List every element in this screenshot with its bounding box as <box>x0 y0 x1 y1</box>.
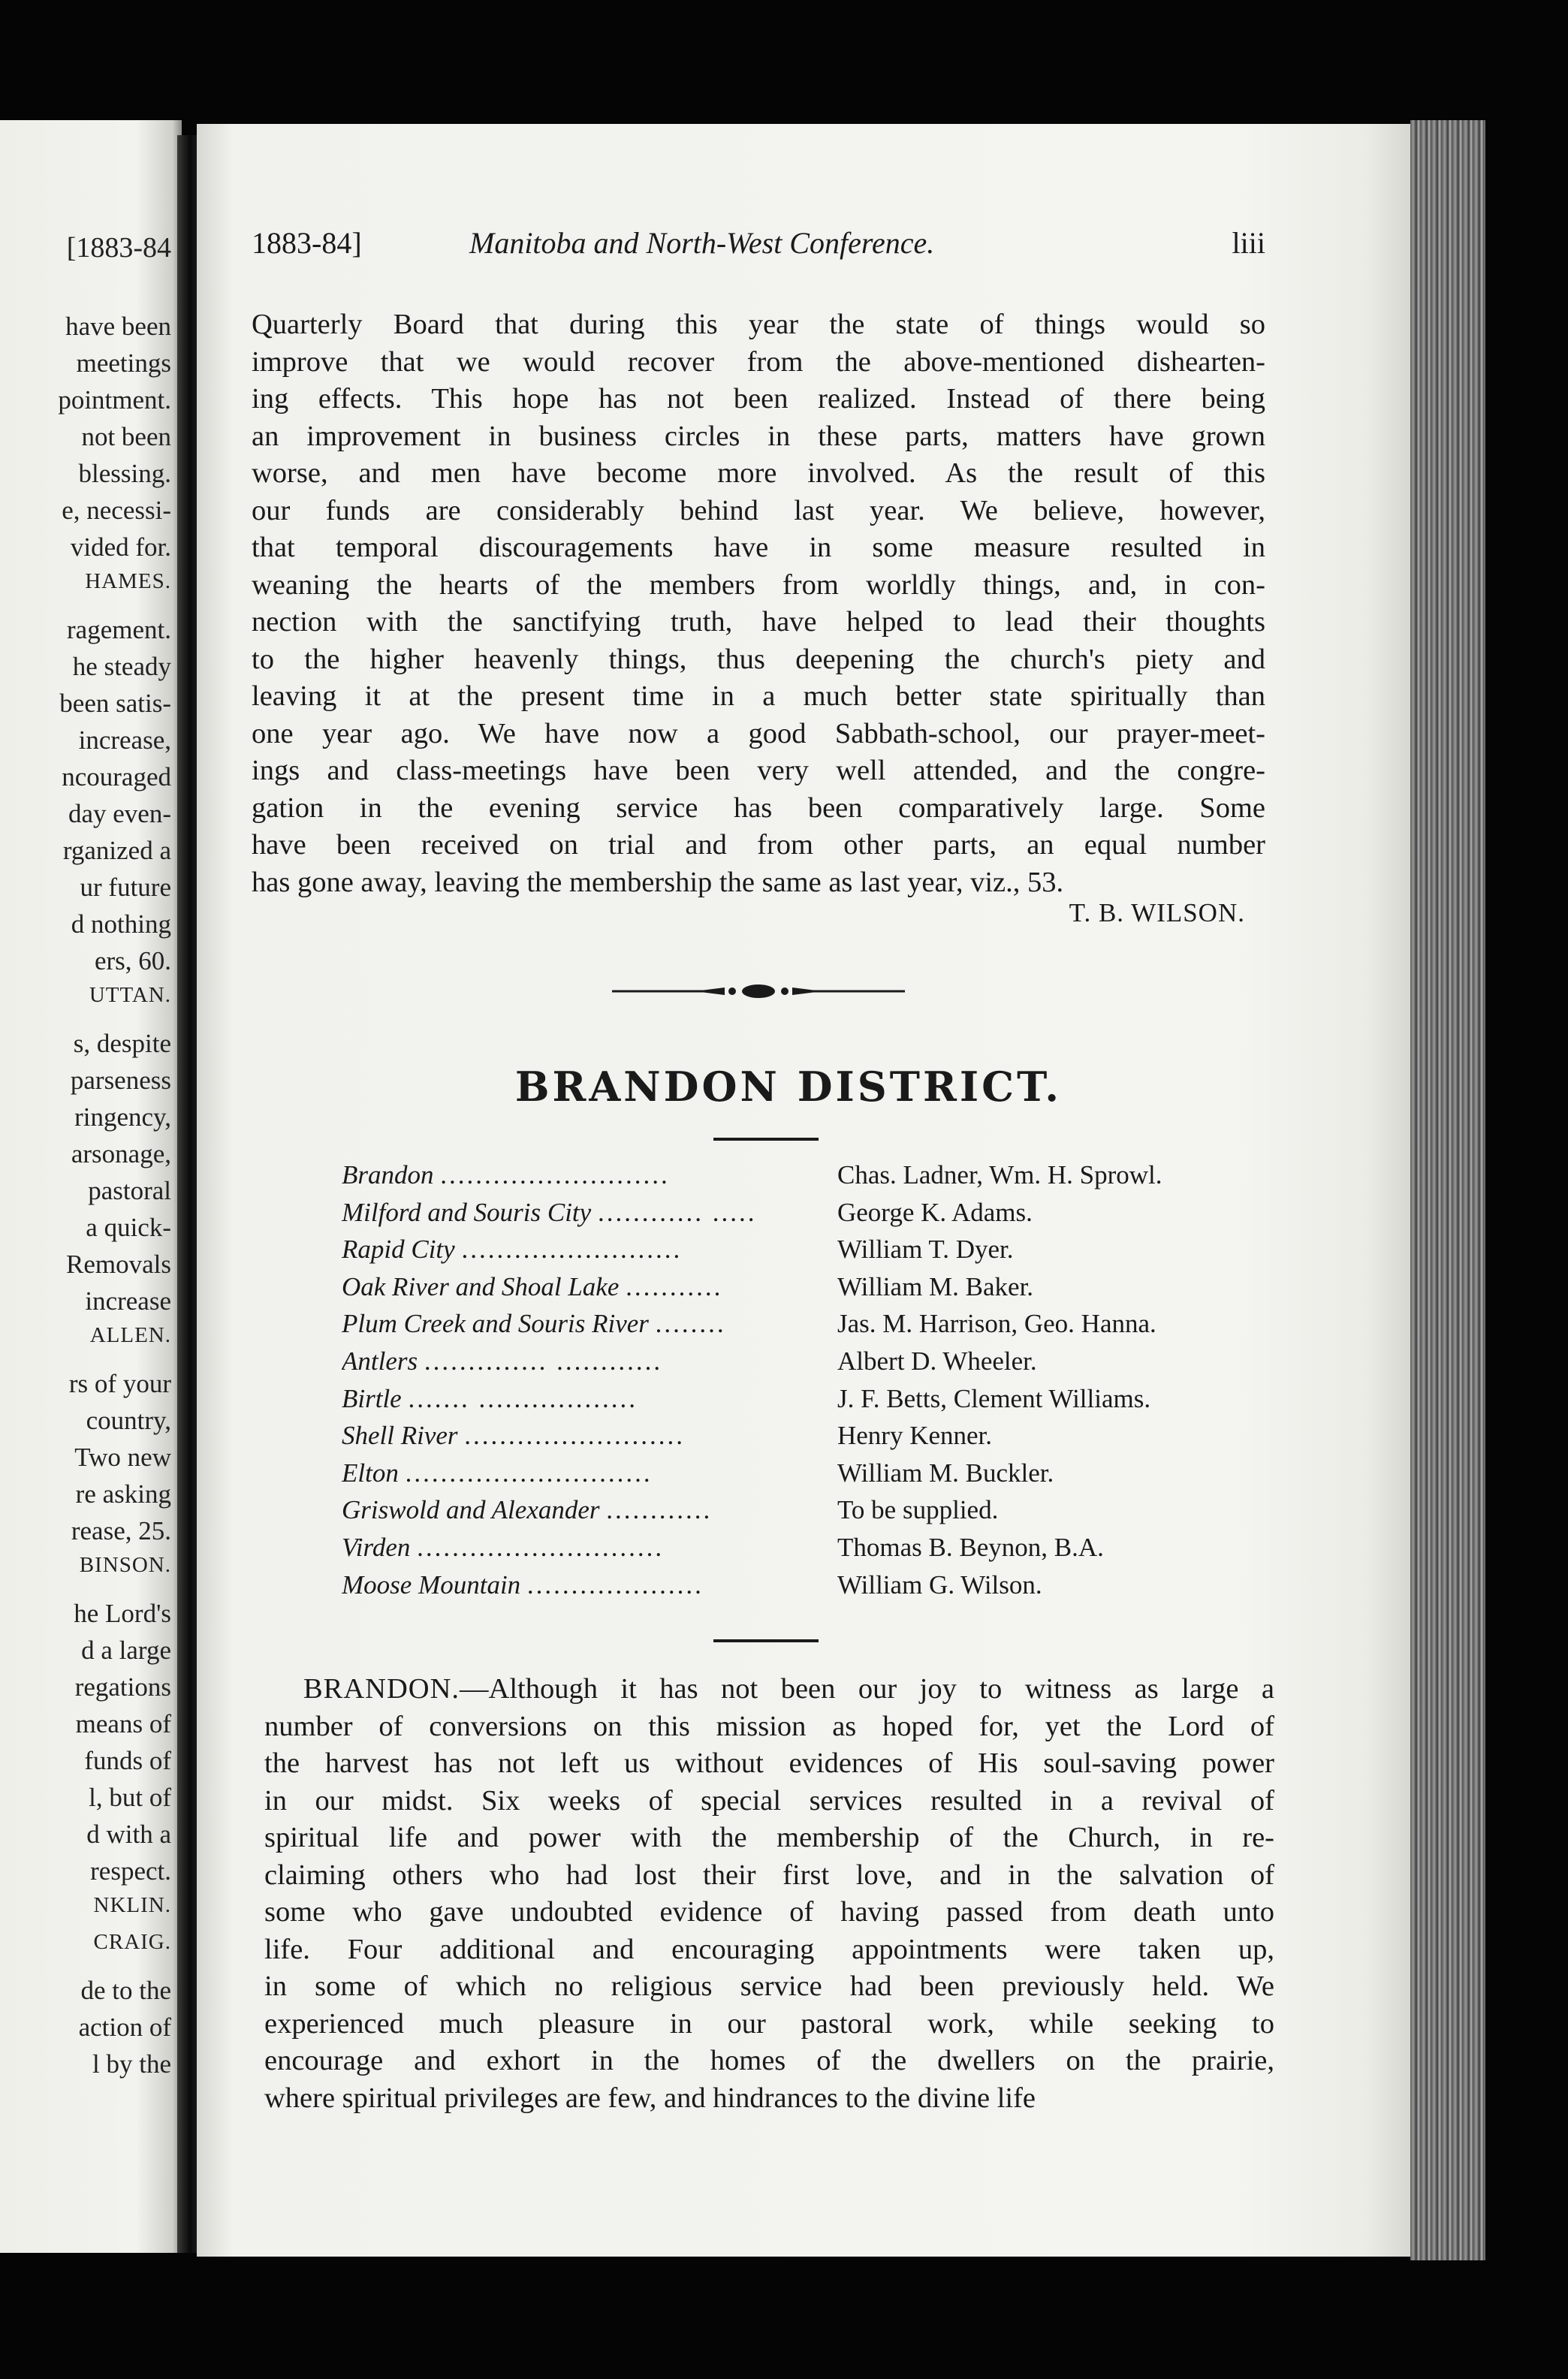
left-page-line: rease, 25. <box>71 1516 171 1545</box>
left-page-line: arsonage, <box>71 1139 171 1168</box>
station-name: Griswold and Alexander <box>342 1495 600 1525</box>
leader-dots: .................... <box>526 1569 704 1600</box>
station-pastor: William M. Baker. <box>837 1271 1034 1301</box>
text-line: in some of which no religious service had been previously held. We <box>264 1970 1274 2002</box>
list-rule <box>713 1639 819 1642</box>
left-page-line: action of <box>78 2013 171 2042</box>
left-page-line: Removals <box>66 1250 171 1279</box>
leader-dots: ............................ <box>417 1532 665 1562</box>
text-line: leaving it at the present time in a much better state spiritually than <box>252 680 1265 712</box>
station-row <box>342 1309 1310 1346</box>
left-page-line: d nothing <box>71 909 171 939</box>
leader-dots: ............ <box>606 1495 713 1525</box>
station-name: Antlers <box>342 1346 418 1376</box>
text-line: one year ago. We have now a good Sabbath-school, our prayer-meet- <box>252 717 1265 749</box>
station-row <box>342 1198 1310 1235</box>
left-page-line: l, but of <box>89 1783 171 1812</box>
text-line: our funds are considerably behind last year. We believe, however, <box>252 494 1265 526</box>
left-page-line: de to the <box>80 1976 171 2005</box>
text-line: experienced much pleasure in our pastoral work, while seeking to <box>264 2007 1274 2040</box>
running-header <box>252 225 1265 270</box>
report-paragraph-2 <box>264 1671 1274 2117</box>
text-line: life. Four additional and encouraging appointments were taken up, <box>264 1933 1274 1965</box>
station-row <box>342 1272 1310 1310</box>
left-page-line: means of <box>75 1709 171 1738</box>
left-page-signature: HAMES. <box>85 569 171 593</box>
leader-dots: ....... .................. <box>408 1383 638 1413</box>
leader-dots: ......................... <box>464 1421 686 1451</box>
text-line: that temporal discouragements have in some measure resulted in <box>252 532 1265 563</box>
leader-dots: ............ ..... <box>597 1197 757 1227</box>
text-line: Quarterly Board that during this year the state of things would so <box>252 309 1265 340</box>
station-name: Shell River <box>342 1421 458 1451</box>
left-page-signature: BINSON. <box>79 1553 171 1577</box>
left-page-line: funds of <box>84 1746 171 1775</box>
left-page-line: ers, 60. <box>94 946 171 975</box>
station-pastor: William M. Buckler. <box>837 1458 1054 1488</box>
left-page-header: [1883-84 <box>66 232 171 264</box>
leader-dots: ......................... <box>461 1235 683 1265</box>
station-name: Milford and Souris City <box>342 1197 592 1227</box>
station-row <box>342 1495 1310 1533</box>
text-line: weaning the hearts of the members from worldly things, and, in con- <box>252 568 1265 601</box>
station-pastor: Jas. M. Harrison, Geo. Hanna. <box>837 1309 1156 1339</box>
page-edges <box>1410 120 1485 2260</box>
left-page-line: parseness <box>70 1066 171 1095</box>
station-row <box>342 1570 1310 1608</box>
text-line: ing effects. This hope has not been realized. Instead of there being <box>252 383 1265 415</box>
leader-dots: ............................ <box>405 1458 653 1488</box>
left-page-line: ncouraged <box>62 762 171 791</box>
station-pastor: Thomas B. Beynon, B.A. <box>837 1532 1104 1562</box>
text-line: encourage and exhort in the homes of the dwellers on the prairie, <box>264 2045 1274 2076</box>
station-pastor: Henry Kenner. <box>837 1421 993 1451</box>
text-line: have been received on trial and from other parts, an equal number <box>252 829 1265 861</box>
left-page-signature: UTTAN. <box>89 983 171 1007</box>
left-page-line: been satis- <box>59 689 171 718</box>
left-page-line: pastoral <box>88 1176 171 1205</box>
station-pastor: To be supplied. <box>837 1495 999 1525</box>
left-page-line: increase, <box>78 725 171 755</box>
text-line <box>264 1671 1274 1708</box>
section-ornament <box>612 976 905 1006</box>
text-line: an improvement in business circles in these parts, matters have grown <box>252 420 1265 452</box>
text-line: in our midst. Six weeks of special services resulted in a revival of <box>264 1784 1274 1817</box>
leader-dots: ........ <box>655 1309 726 1339</box>
station-name: Plum Creek and Souris River <box>342 1309 649 1339</box>
text-line: worse, and men have become more involved. As the result of this <box>252 457 1265 489</box>
left-page-line: d with a <box>86 1820 171 1849</box>
report-first-line: —Although it has not been our joy to witness as large a <box>460 1673 1274 1705</box>
left-page-line: he Lord's <box>74 1599 171 1628</box>
text-line: where spiritual privileges are few, and hindrances to the divine life <box>264 2082 1036 2114</box>
station-name: Brandon <box>342 1160 434 1190</box>
left-page-line: s, despite <box>73 1029 171 1058</box>
station-pastor: Chas. Ladner, Wm. H. Sprowl. <box>837 1160 1162 1190</box>
left-page-line: re asking <box>75 1479 171 1509</box>
report-lead-word: BRANDON. <box>303 1673 460 1705</box>
text-line: gation in the evening service has been comparatively large. Some <box>252 791 1265 824</box>
left-page-line: ragement. <box>67 615 171 644</box>
header-page-number: liii <box>1232 226 1265 260</box>
header-year: 1883-84] <box>252 226 362 260</box>
facing-page-left <box>0 120 182 2253</box>
title-rule <box>713 1138 819 1141</box>
text-line: the harvest has not left us without evidences of His soul-saving power <box>264 1747 1274 1779</box>
station-name: Virden <box>342 1532 411 1562</box>
left-page-line: l by the <box>92 2049 171 2079</box>
station-row <box>342 1384 1310 1422</box>
left-page-line: have been <box>65 312 171 341</box>
left-page-signature: ALLEN. <box>89 1323 171 1347</box>
station-row <box>342 1235 1310 1272</box>
left-page-line: regations <box>74 1672 171 1702</box>
left-page-line: he steady <box>72 652 171 681</box>
leader-dots: .......................... <box>440 1160 670 1190</box>
text-line: has gone away, leaving the membership the same as last year, viz., 53. <box>252 866 1064 898</box>
leader-dots: .............. ............ <box>424 1346 663 1376</box>
station-row <box>342 1346 1310 1384</box>
station-pastor: George K. Adams. <box>837 1197 1033 1227</box>
text-line: improve that we would recover from the above-mentioned dishearten- <box>252 345 1265 378</box>
left-page-line: day even- <box>68 799 171 828</box>
station-pastor: William T. Dyer. <box>837 1235 1014 1265</box>
left-page-line: rganized a <box>62 836 171 865</box>
station-name: Moose Mountain <box>342 1569 521 1600</box>
leader-dots: ........... <box>626 1271 723 1301</box>
station-pastor: William G. Wilson. <box>837 1569 1042 1600</box>
station-name: Oak River and Shoal Lake <box>342 1271 620 1301</box>
station-row <box>342 1458 1310 1496</box>
left-page-line: meetings <box>76 348 171 378</box>
left-page-line: ur future <box>80 873 171 902</box>
station-name: Birtle <box>342 1383 402 1413</box>
text-line: some who gave undoubted evidence of having passed from death unto <box>264 1896 1274 1928</box>
station-row <box>342 1421 1310 1458</box>
text-line: claiming others who had lost their first love, and in the salvation of <box>264 1859 1274 1891</box>
left-page-line: blessing. <box>78 459 171 488</box>
station-row <box>342 1533 1310 1570</box>
signature-wilson: T. B. WILSON. <box>1069 898 1245 927</box>
left-page-signature: CRAIG. <box>93 1930 171 1954</box>
station-list <box>342 1160 1310 1607</box>
left-page-line: pointment. <box>58 385 171 415</box>
left-page-line: rs of your <box>68 1369 171 1398</box>
left-page-line: increase <box>85 1286 171 1316</box>
header-title: Manitoba and North-West Conference. <box>469 226 935 260</box>
text-line: spiritual life and power with the membership of the Church, in re- <box>264 1822 1274 1853</box>
text-line: ings and class-meetings have been very well attended, and the congre- <box>252 755 1265 786</box>
left-page-signature: NKLIN. <box>93 1893 171 1917</box>
left-page-line: vided for. <box>70 532 171 562</box>
left-page-line: e, necessi- <box>62 496 171 525</box>
station-pastor: J. F. Betts, Clement Williams. <box>837 1383 1151 1413</box>
station-row <box>342 1160 1310 1198</box>
text-line: number of conversions on this mission as hoped for, yet the Lord of <box>264 1710 1274 1742</box>
text-line: nection with the sanctifying truth, have helped to lead their thoughts <box>252 606 1265 638</box>
station-name: Rapid City <box>342 1235 455 1265</box>
left-page-line: country, <box>86 1406 171 1435</box>
left-page-line: a quick- <box>86 1213 171 1242</box>
left-page-line: ringency, <box>74 1102 171 1132</box>
left-page-line: d a large <box>81 1636 171 1665</box>
station-name: Elton <box>342 1458 399 1488</box>
left-page-line: not been <box>81 422 171 451</box>
report-paragraph-1 <box>252 306 1265 901</box>
district-title: BRANDON DISTRICT. <box>514 1063 1063 1111</box>
text-line: to the higher heavenly things, thus deepening the church's piety and <box>252 643 1265 675</box>
left-page-line: Two new <box>74 1443 171 1472</box>
station-pastor: Albert D. Wheeler. <box>837 1346 1037 1376</box>
left-page-line: respect. <box>90 1856 171 1886</box>
